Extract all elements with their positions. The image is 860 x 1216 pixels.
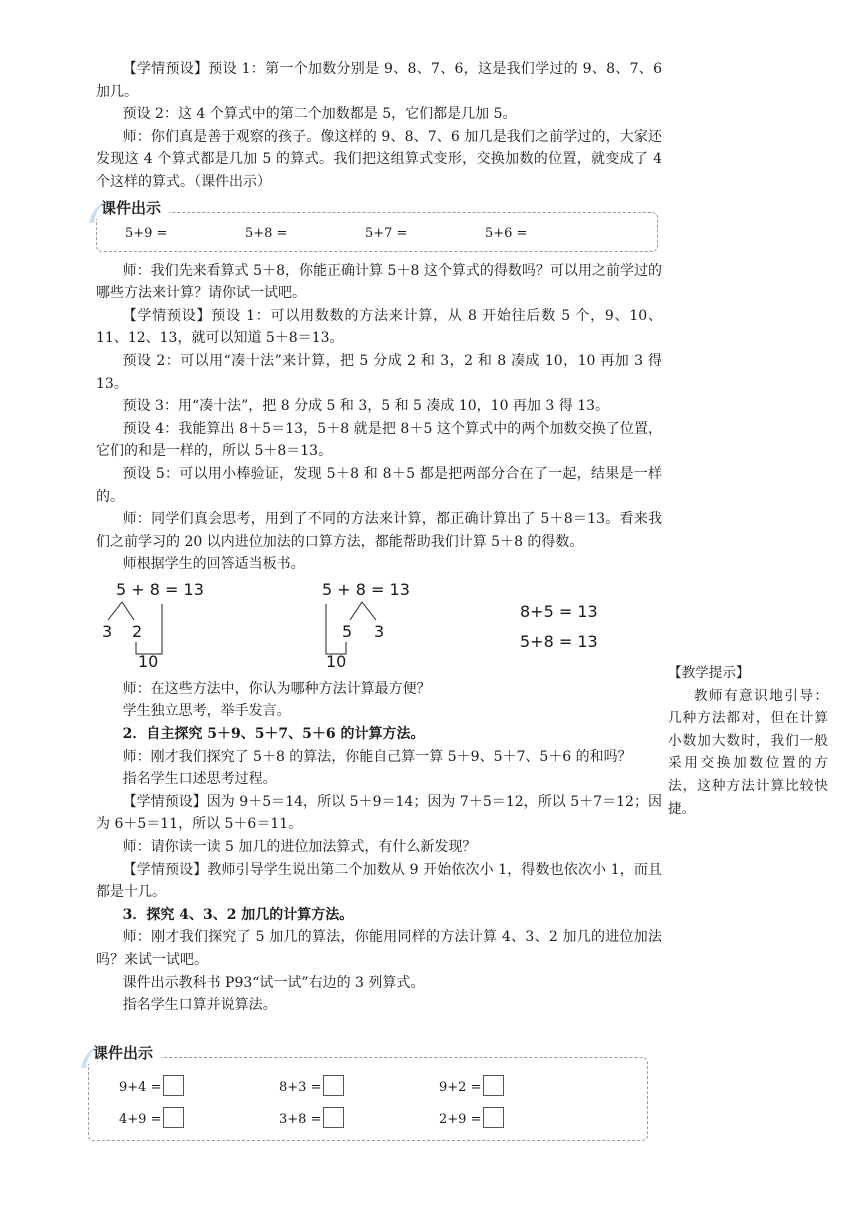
answer-box [323,1075,344,1096]
board-equation: 5+8 = 13 [520,631,598,651]
paragraph: 师：在这些方法中，你认为哪种方法计算最方便？ [122,680,431,697]
teaching-tip-sidebar [668,662,828,820]
equation: 5+7 = [365,225,408,241]
paragraph: 指名学生口算并说算法。 [122,997,277,1014]
paragraph: 预设 5：可以用小棒验证，发现 5＋8 和 8＋5 都是把两部分合在了一起，结果是一样的。 [96,465,662,505]
paragraph: 学生独立思考，举手发言。 [122,703,291,720]
lesson-content [93,58,662,1149]
paragraph: 师：我们先来看算式 5＋8，你能正确计算 5＋8 这个算式的得数吗？可以用之前学过的哪些方法来计算？请你试一试吧。 [96,262,662,302]
paragraph: 预设 2：可以用“凑十法”来计算，把 5 分成 2 和 3，2 和 8 凑成 10，10 再加 3 得 13。 [96,352,662,392]
paragraph: 师：刚才我们探究了 5 加几的算法，你能用同样的方法计算 4、3、2 加几的进位加法吗？来试一试吧。 [96,929,662,968]
answer-box [163,1075,184,1096]
courseware-box-2 [88,1043,648,1141]
sidebar-title: 【教学提示】 [668,665,750,681]
paragraph: 预设 3：用“凑十法”，把 8 分成 5 和 3，5 和 5 凑成 10，10 再加 3 得 13。 [122,398,610,415]
section-heading: 3．探究 4、3、2 加几的计算方法。 [122,906,354,923]
paragraph: 师：刚才我们探究了 5＋8 的算法，你能自己算一算 5＋9、5＋7、5＋6 的和吗？ [122,748,632,765]
board-sum: 10 [326,651,347,671]
paragraph: 【学情预设】预设 1：可以用数数的方法来计算，从 8 开始往后数 5 个，9、10、11、12、13，就可以知道 5＋8＝13。 [96,307,662,347]
paragraph: 指名学生口述思考过程。 [122,771,277,788]
answer-box [483,1107,504,1128]
board-equation: 5 + 8 = 13 [322,579,410,599]
blackboard-writing [96,580,662,676]
paragraph: 【学情预设】预设 1：第一个加数分别是 9、8、7、6，这是我们学过的 9、8、7、6加几。 [96,61,662,100]
board-part: 5 [342,621,353,641]
paragraph: 预设 4：我能算出 8＋5＝13，5＋8 就是把 8＋5 这个算式中的两个加数交换了位置，它们的和是一样的，所以 5＋8＝13。 [96,420,662,460]
equation-with-box: 9+2 = [439,1075,504,1096]
paragraph: 师：同学们真会思考，用到了不同的方法来计算，都正确计算出了 5＋8＝13。看来我们之前学习的 20 以内进位加法的口算方法，都能帮助我们计算 5＋8 的得数。 [96,511,662,550]
equation-with-box: 2+9 = [439,1107,504,1128]
courseware-row [97,219,657,249]
board-sum: 10 [138,651,159,671]
equation: 5+8 = [245,225,288,241]
answer-box [163,1107,184,1128]
courseware-box-1 [96,198,658,252]
paragraph: 【学情预设】教师引导学生说出第二个加数从 9 开始依次小 1，得数也依次小 1，而且都是十几。 [96,861,662,901]
courseware-title: 课件出示 [83,1042,161,1064]
board-part: 3 [374,621,385,641]
board-equation: 5 + 8 = 13 [116,579,204,599]
courseware-row [89,1068,647,1098]
courseware-row [89,1100,647,1130]
paragraph: 师：你们真是善于观察的孩子。像这样的 9、8、7、6 加几是我们之前学过的，大家还发现这 4 个算式都是几加 5 的算式。我们把这组算式变形，交换加数的位置，就变成了 4 个这样的算式。（课件出示） [96,128,662,190]
answer-box [323,1107,344,1128]
paragraph: 课件出示教科书 P93“试一试”右边的 3 列算式。 [122,974,425,991]
paragraph: 预设 2：这 4 个算式中的第二个加数都是 5，它们都是几加 5。 [122,106,517,123]
answer-box [483,1075,504,1096]
equation-with-box: 4+9 = [119,1107,184,1128]
equation-with-box: 3+8 = [279,1107,344,1128]
paragraph: 【学情预设】因为 9＋5＝14，所以 5＋9＝14；因为 7＋5＝12，所以 5＋7＝12；因为 6＋5＝11，所以 5＋6＝11。 [96,793,662,833]
board-equation: 8+5 = 13 [520,601,598,621]
paragraph: 师：请你读一读 5 加几的进位加法算式，有什么新发现？ [122,839,477,856]
equation-with-box: 8+3 = [279,1075,344,1096]
swoosh-icon [77,1044,99,1070]
equation: 5+6 = [485,225,528,241]
paragraph: 师根据学生的回答适当板书。 [122,556,305,573]
equation: 5+9 = [125,225,168,241]
board-part: 2 [132,621,143,641]
equation-with-box: 9+4 = [119,1075,184,1096]
courseware-title: 课件出示 [91,197,169,219]
board-part: 3 [102,621,113,641]
section-heading: 2．自主探究 5＋9、5＋7、5＋6 的计算方法。 [122,726,425,743]
sidebar-text: 教师有意识地引导：几种方法都对，但在计算小数加大数时，我们一般采用交换加数位置的方法，这种方法计算比较快捷。 [668,687,828,817]
